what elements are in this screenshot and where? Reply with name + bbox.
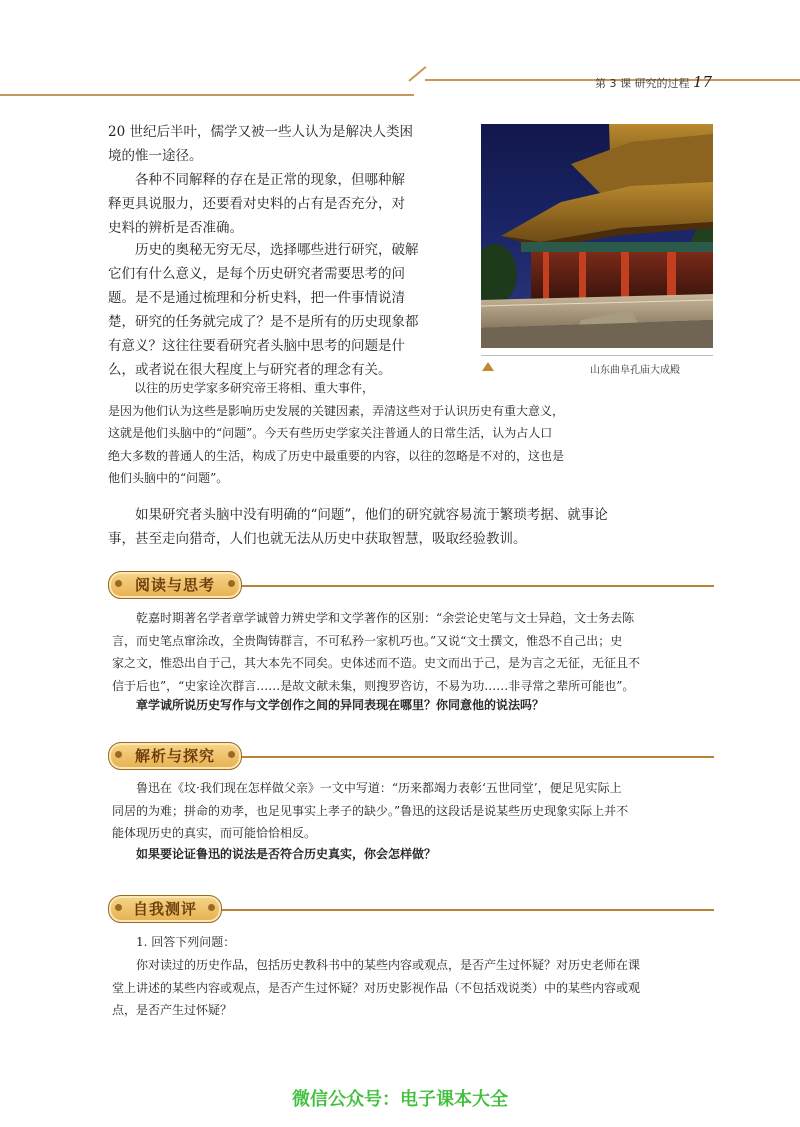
paragraph-4 xyxy=(108,377,718,490)
text-line: 绝大多数的普通人的生活，构成了历史中最重要的内容，以往的忽略是不对的，这也是 xyxy=(108,448,565,463)
text-line: 如果研究者头脑中没有明确的“问题”，他们的研究就容易流于繁琐考据、就事论 xyxy=(135,507,608,523)
text-line: 如果要论证鲁迅的说法是否符合历史真实，你会怎样做？ xyxy=(136,847,437,861)
text-line: 历史的奥秘无穷无尽，选择哪些进行研究，破解 xyxy=(135,242,419,258)
text-line: 同居的为难；拼命的劝孝，也足见事实上孝子的缺少。”鲁迅的这段话是说某些历史现象实际上并不 xyxy=(112,803,629,818)
paragraph-1 xyxy=(108,120,474,168)
section-rule xyxy=(242,585,714,587)
text-line: 是因为他们认为这些是影响历史发展的关键因素，弄清这些对于认识历史有重大意义， xyxy=(108,403,565,418)
text-line: 事，甚至走向猎奇，人们也就无法从历史中获取智慧，吸取经验教训。 xyxy=(108,531,527,547)
text-line: 这就是他们头脑中的“问题”。今天有些历史学家关注普通人的日常生活，认为占人口 xyxy=(108,426,553,440)
text-line: 家之文，惟恐出自于己，其大本先不同矣。史体述而不造。史文而出于己，是为言之无征，无征且不 xyxy=(112,656,641,670)
reading-question xyxy=(136,694,716,717)
analysis-text xyxy=(112,777,716,845)
section-rule xyxy=(222,909,714,911)
banner-ornament-icon xyxy=(228,751,235,758)
watermark-text: 微信公众号：电子课本大全 xyxy=(292,1089,508,1110)
paragraph-5 xyxy=(108,503,718,551)
page-number: 17 xyxy=(693,73,713,91)
self-assessment-text xyxy=(112,954,716,1022)
text-line: 堂上讲述的某些内容或观点，是否产生过怀疑？对历史影视作品（不包括戏说类）中的某些内容或观 xyxy=(112,980,641,995)
text-line: 各种不同解释的存在是正常的现象，但哪种解 xyxy=(135,172,405,188)
reading-text xyxy=(112,607,716,697)
banner-ornament-icon xyxy=(228,580,235,587)
text-line: 释更具说服力，还要看对史料的占有是否充分，对 xyxy=(108,196,405,212)
paragraph-2 xyxy=(108,168,474,240)
section-title: 阅读与思考 xyxy=(134,576,215,594)
section-rule xyxy=(242,756,714,758)
temple-illustration xyxy=(481,124,713,348)
text-line: 以往的历史学家多研究帝王将相、重大事件， xyxy=(134,381,375,395)
caption-triangle-icon xyxy=(482,362,494,371)
text-line: 么，或者说在很大程度上与研究者的理念有关。 xyxy=(108,362,392,378)
section-title: 自我测评 xyxy=(132,900,197,918)
text-line: 史料的辨析是否准确。 xyxy=(108,220,243,236)
header-rule-diagonal xyxy=(408,66,426,82)
section-title: 解析与探究 xyxy=(134,747,215,765)
text-line: 能体现历史的真实，而可能恰恰相反。 xyxy=(112,826,317,840)
section-banner-analysis xyxy=(108,742,242,770)
temple-photo xyxy=(481,124,713,348)
self-assessment-item-label xyxy=(136,931,716,954)
text-line: 楚，研究的任务就完成了？是不是所有的历史现象都 xyxy=(108,314,419,330)
text-line: 它们有什么意义，是每个历史研究者需要思考的问 xyxy=(108,266,405,282)
photo-caption: 山东曲阜孔庙大成殿 xyxy=(590,365,680,376)
text-line: 信于后也”，“史家诠次群言……是故文献未集，则搜罗咨访，不易为功……非寻常之辈所可能也”。 xyxy=(112,678,635,693)
text-line: 1. 回答下列问题： xyxy=(136,935,236,949)
header-lesson-title: 第 3 课 研究的过程 xyxy=(595,77,690,90)
banner-ornament-icon xyxy=(208,904,215,911)
text-line: 点，是否产生过怀疑？ xyxy=(112,1003,233,1017)
text-line: 言，而史笔点窜涂改，全贵陶铸群言，不可私矜一家机巧也。”又说“文士撰文，惟恐不自己出；史 xyxy=(112,633,623,648)
text-line: 他们头脑中的“问题”。 xyxy=(108,471,229,485)
text-line: 题。是不是通过梳理和分析史料，把一件事情说清 xyxy=(108,290,405,306)
section-banner-reading xyxy=(108,571,242,599)
text-line: 你对读过的历史作品，包括历史教科书中的某些内容或观点，是否产生过怀疑？对历史老师在课 xyxy=(136,958,641,972)
text-line: 乾嘉时期著名学者章学诚曾力辨史学和文学著作的区别：“余尝论史笔与文士异趋，文士务去陈 xyxy=(136,611,635,625)
analysis-question xyxy=(136,843,716,866)
header-rule-left xyxy=(0,94,414,96)
text-line: 有意义？这往往要看研究者头脑中思考的问题是什 xyxy=(108,338,405,354)
text-line: 鲁迅在《坟·我们现在怎样做父亲》一文中写道：“历来都竭力表彰‘五世同堂’，便足见实际上 xyxy=(136,781,622,795)
section-banner-self-assessment xyxy=(108,895,222,923)
text-line: 20 世纪后半叶，儒学又被一些人认为是解决人类困 xyxy=(108,124,413,140)
text-line: 境的惟一途径。 xyxy=(108,148,203,164)
paragraph-3 xyxy=(108,238,474,382)
text-line: 章学诚所说历史写作与文学创作之间的异同表现在哪里？你同意他的说法吗？ xyxy=(136,698,545,712)
